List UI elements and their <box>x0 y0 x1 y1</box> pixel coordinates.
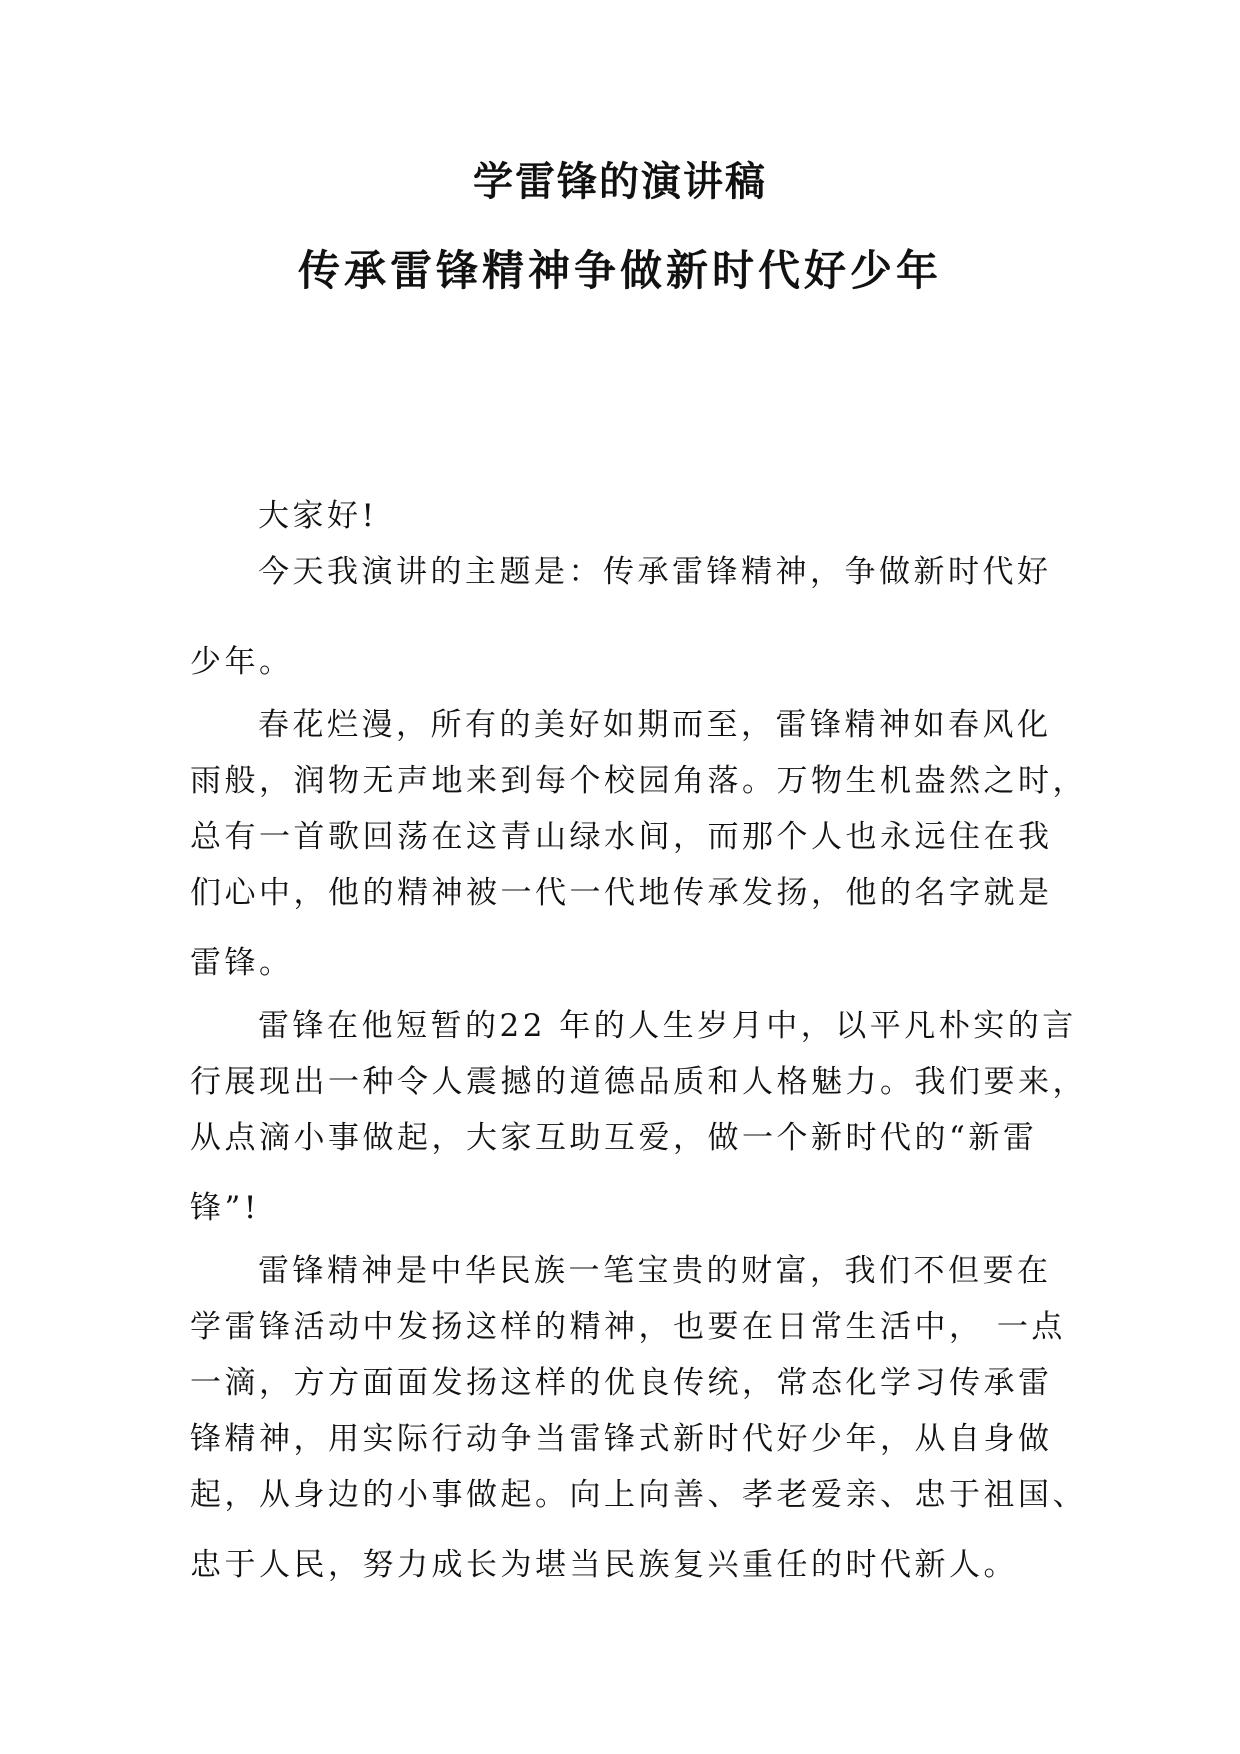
text-line: 行展现出一种令人震撼的道德品质和人格魅力。我们要来， <box>190 1064 1087 1100</box>
text-line: 春花烂漫，所有的美好如期而至，雷锋精神如春风化 <box>258 707 1052 743</box>
text-line: 雷锋。 <box>190 945 294 981</box>
text-line: 一滴，方方面面发扬这样的优良传统，常态化学习传承雷 <box>190 1365 1053 1401</box>
text-line: 雷锋在他短暂的22 年的人生岁月中，以平凡朴实的言 <box>258 1008 1077 1044</box>
text-line: 雨般，润物无声地来到每个校园角落。万物生机盎然之时， <box>190 763 1087 799</box>
text-line: 从点滴小事做起，大家互助互爱，做一个新时代的“新雷 <box>190 1120 1038 1156</box>
document-subtitle: 传承雷锋精神争做新时代好少年 <box>297 246 942 295</box>
text-line: 雷锋精神是中华民族一笔宝贵的财富，我们不但要在 <box>258 1253 1052 1289</box>
text-line: 锋”! <box>190 1190 260 1226</box>
text-line: 大家好! <box>258 498 378 534</box>
text-line: 学雷锋活动中发扬这样的精神，也要在日常生活中， 一点 <box>190 1309 1066 1345</box>
text-line: 起，从身边的小事做起。向上向善、孝老爱亲、忠于祖国、 <box>190 1477 1087 1513</box>
text-line: 少年。 <box>190 644 294 680</box>
text-line: 锋精神，用实际行动争当雷锋式新时代好少年，从自身做 <box>190 1421 1053 1457</box>
text-line: 们心中，他的精神被一代一代地传承发扬，他的名字就是 <box>190 875 1053 911</box>
document-title: 学雷锋的演讲稿 <box>473 158 767 205</box>
text-line: 今天我演讲的主题是：传承雷锋精神，争做新时代好 <box>258 554 1052 590</box>
text-line: 总有一首歌回荡在这青山绿水间，而那个人也永远住在我 <box>190 819 1053 855</box>
text-line: 忠于人民，努力成长为堪当民族复兴重任的时代新人。 <box>190 1547 1018 1583</box>
